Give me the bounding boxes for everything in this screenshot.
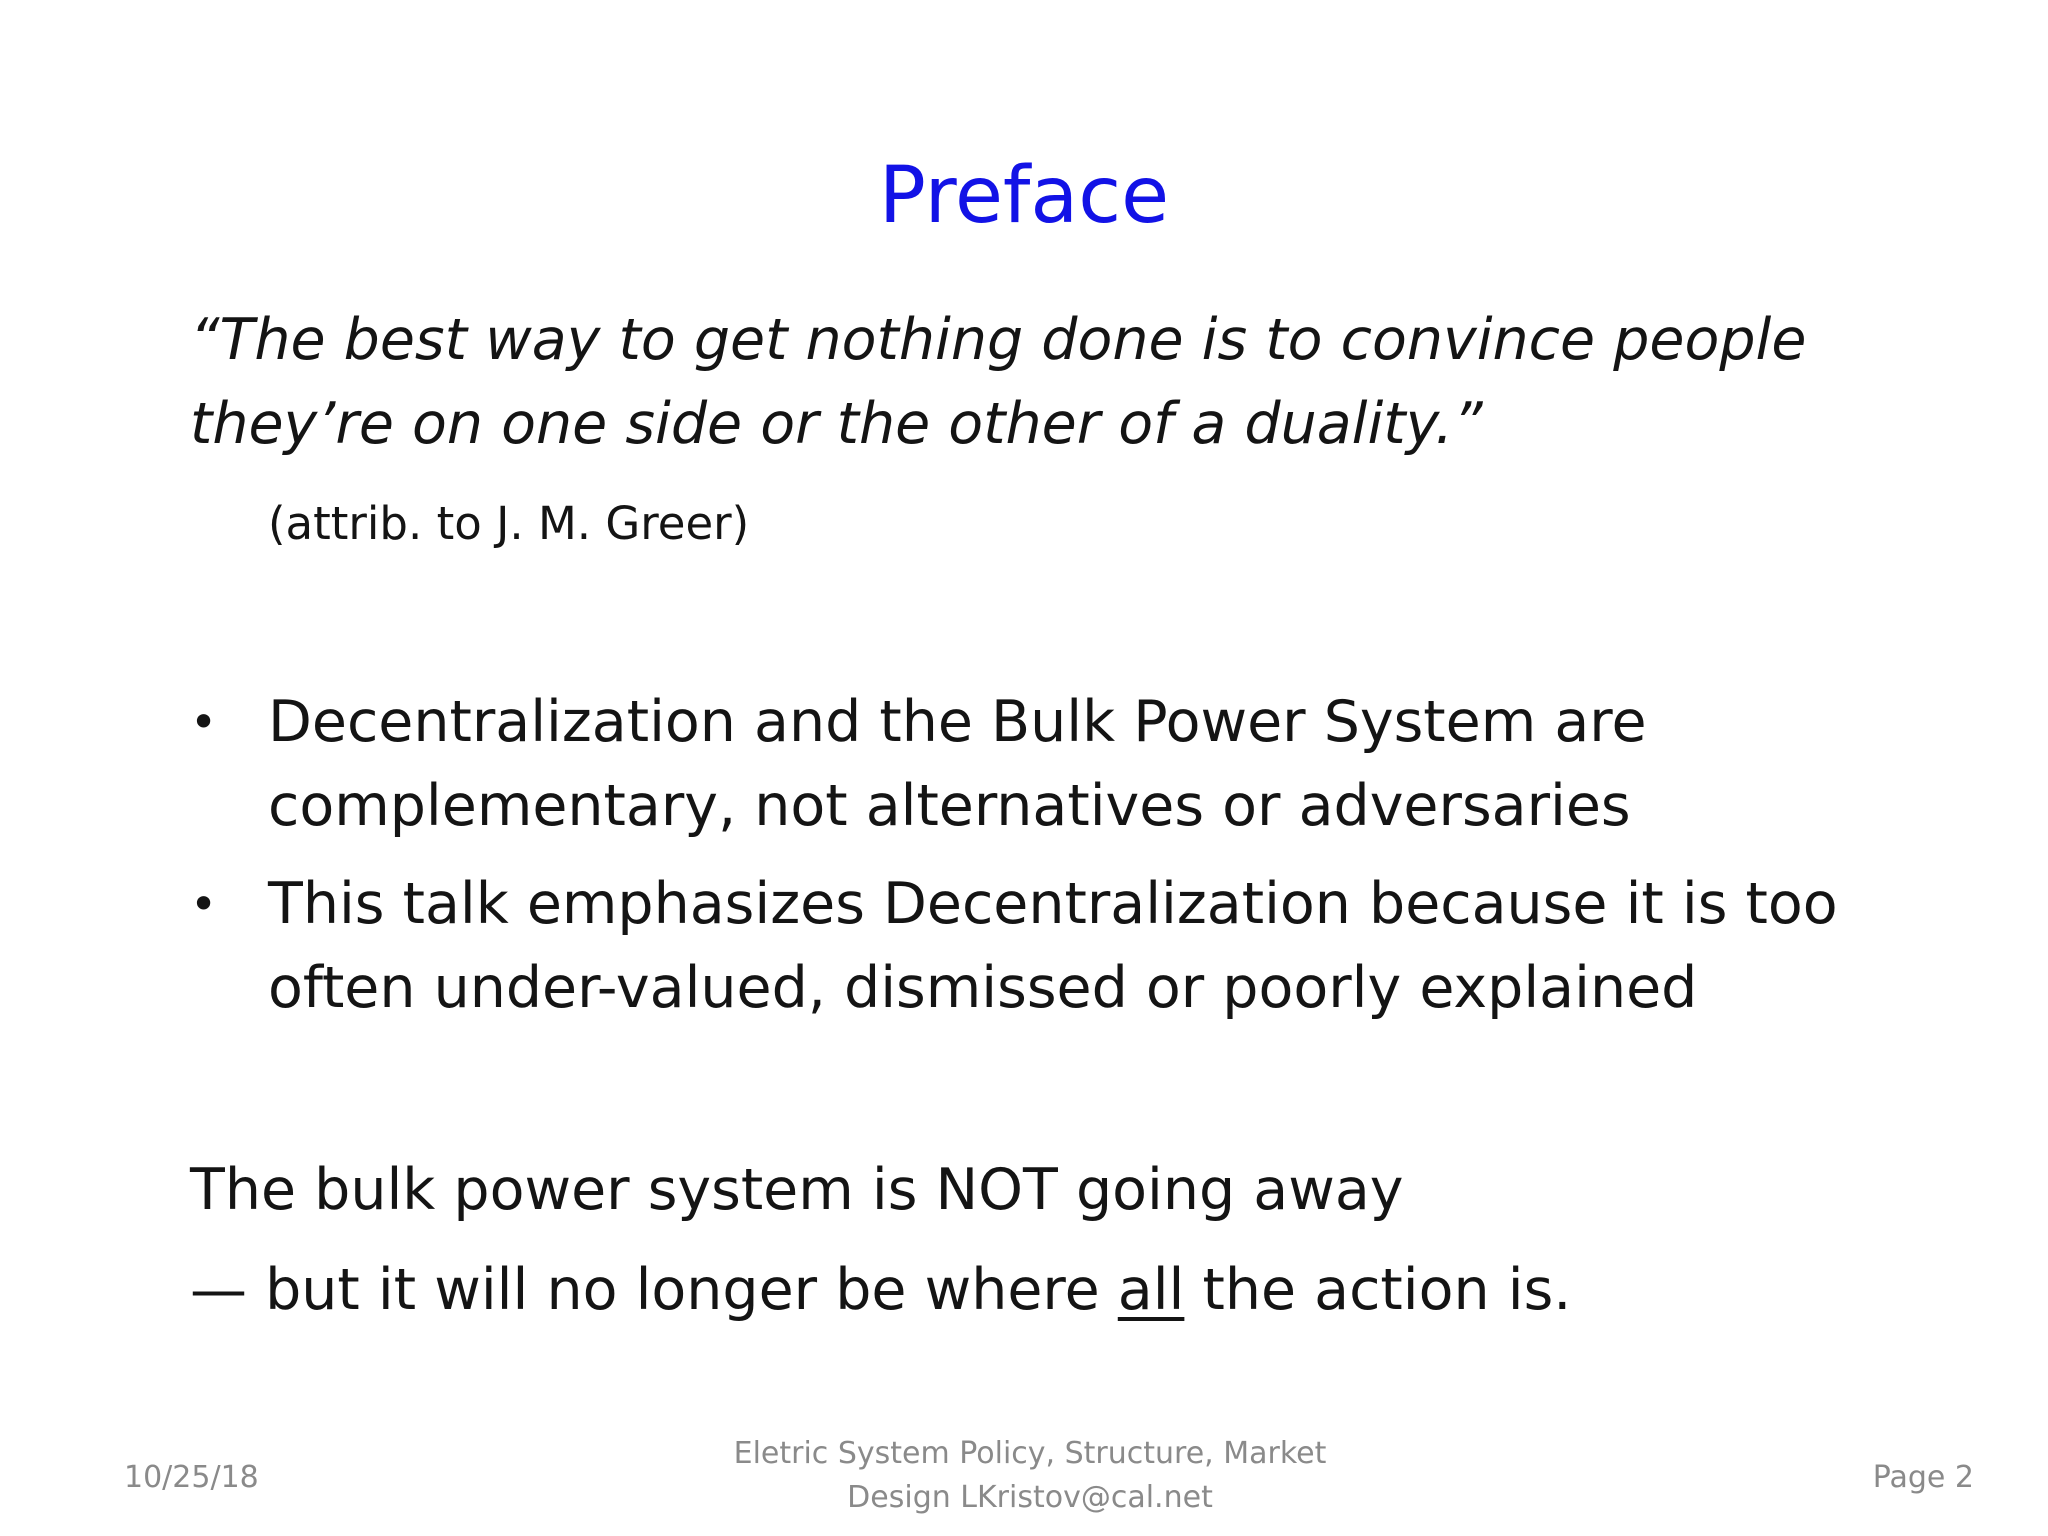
closing-line-1: The bulk power system is NOT going away [190, 1157, 1404, 1223]
footer-center-line-2: Design LKristov@cal.net [847, 1480, 1213, 1515]
bullet-2-line-1: This talk emphasizes Decentralization because it is too [268, 871, 1838, 937]
bullet-item [190, 862, 1910, 1030]
quote-line-1: “The best way to get nothing done is to convince people [190, 307, 1807, 373]
bullet-item [190, 680, 1910, 848]
bullet-icon: • [190, 695, 218, 749]
bullet-1-line-2: complementary, not alternatives or adversaries [268, 773, 1631, 839]
footer-page-number: Page 2 [1872, 1460, 1974, 1495]
footer-center-line-1: Eletric System Policy, Structure, Market [733, 1436, 1327, 1471]
closing-statement [190, 1140, 1890, 1340]
quote [190, 298, 1890, 466]
bullet-1-line-1: Decentralization and the Bulk Power System are [268, 689, 1647, 755]
bullet-2-line-2: often under-valued, dismissed or poorly explained [268, 955, 1698, 1021]
quote-attribution: (attrib. to J. M. Greer) [268, 497, 750, 550]
footer-date: 10/25/18 [124, 1460, 259, 1495]
bullet-list [190, 680, 1910, 1044]
closing-line-2-after: the action is. [1184, 1257, 1572, 1323]
closing-line-2 [190, 1240, 1890, 1340]
closing-line-2-before: — but it will no longer be where [190, 1257, 1118, 1323]
quote-line-2: they’re on one side or the other of a duality.” [190, 391, 1483, 457]
bullet-icon: • [190, 877, 218, 931]
closing-emphasis-word: all [1117, 1257, 1185, 1323]
slide-title: Preface [878, 151, 1170, 241]
footer-center-text [700, 1432, 1360, 1520]
